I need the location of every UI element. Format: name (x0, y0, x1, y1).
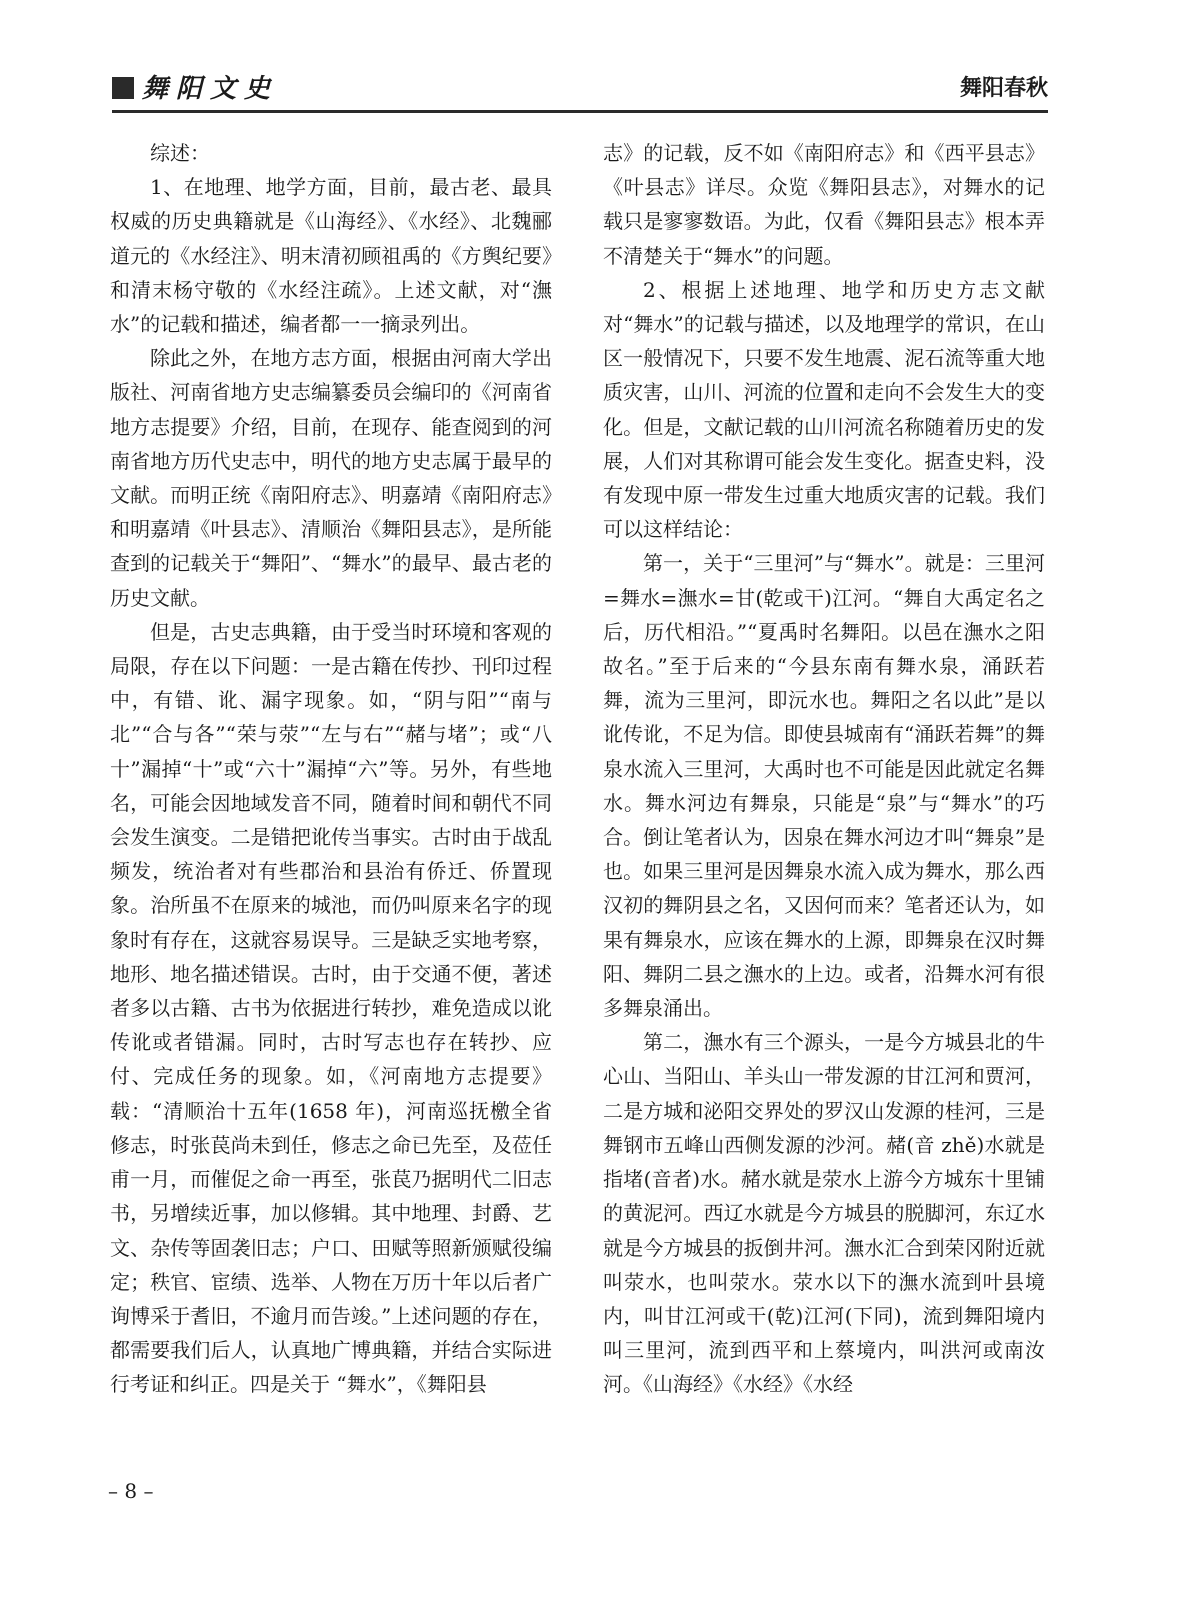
header-left-title: 舞阳文史 (142, 74, 279, 104)
right-paragraph: 2、根据上述地理、地学和历史方志文献对“舞水”的记载与描述，以及地理学的常识，在山区一般情况下，只要不发生地震、泥石流等重大地质灾害，山川、河流的位置和走向不会发生大的变化。但是，文献记载的山川河流名称随着历史的发展，人们对其称谓可能会发生变化。据查史料，没有发现中原一带发生过重大地质灾害的记载。我们可以这样结论： (603, 277, 1045, 542)
left-paragraph: 但是，古史志典籍，由于受当时环境和客观的局限，存在以下问题：一是古籍在传抄、刊印过程中，有错、讹、漏字现象。如，“阴与阳”“南与北”“合与各”“荣与荥”“左与右”“赭与堵”；或“八十”漏掉“十”或“六十”漏掉“六”等。另外，有些地名，可能会因地域发音不同，随着时间和朝代不同会发生演变。二是错把讹传当事实。古时由于战乱频发，统治者对有些郡治和县治有侨迁、侨置现象。治所虽不在原来的城池，而仍叫原来名字的现象时有存在，这就容易误导。三是缺乏实地考察，地形、地名描述错误。古时，由于交通不便，著述者多以古籍、古书为依据进行转抄，难免造成以讹传讹或者错漏。同时，古时写志也存在转抄、应付、完成任务的现象。如，《河南地方志提要》载：“清顺治十五年(1658 年)，河南巡抚檄全省修志，时张苠尚未到任，修志之命已先至，及莅任甫一月，而催促之命一再至，张苠乃据明代二旧志书，另增续近事，加以修辑。其中地理、封爵、艺文、杂传等固袭旧志；户口、田赋等照新颁赋役编定；秩官、宦绩、选举、人物在万历十年以后者广询博采于耆旧，不逾月而告竣。”上述问题的存在，都需要我们后人，认真地广博典籍，并结合实际进行考证和纠正。四是关于 “舞水”，《舞阳县 (110, 619, 552, 1397)
right-column (603, 136, 1045, 1402)
left-paragraph: 1、在地理、地学方面，目前，最古老、最具权威的历史典籍就是《山海经》、《水经》、北魏郦道元的《水经注》、明末清初顾祖禹的《方舆纪要》和清末杨守敬的《水经注疏》。上述文献，对“潕水”的记载和描述，编者都一一摘录列出。 (110, 175, 552, 337)
right-paragraph: 第一，关于“三里河”与“舞水”。就是：三里河=舞水=潕水=甘(乾或干)江河。“舞自大禹定名之后，历代相沿。”“夏禹时名舞阳。以邑在潕水之阳故名。”至于后来的“今县东南有舞水泉，涌跃若舞，流为三里河，即沅水也。舞阳之名以此”是以讹传讹，不足为信。即使县城南有“涌跃若舞”的舞泉水流入三里河，大禹时也不可能是因此就定名舞水。舞水河边有舞泉，只能是“泉”与“舞水”的巧合。倒让笔者认为，因泉在舞水河边才叫“舞泉”是也。如果三里河是因舞泉水流入成为舞水，那么西汉初的舞阴县之名，又因何而来？笔者还认为，如果有舞泉水，应该在舞水的上源，即舞泉在汉时舞阳、舞阴二县之潕水的上边。或者，沿舞水河有很多舞泉涌出。 (603, 551, 1045, 1021)
right-paragraph: 第二，潕水有三个源头，一是今方城县北的牛心山、当阳山、羊头山一带发源的甘江河和贾河，二是方城和泌阳交界处的罗汉山发源的桂河，三是舞钢市五峰山西侧发源的沙河。赭(音 zhě)水就是指堵(音者)水。赭水就是荥水上游今方城东十里铺的黄泥河。西辽水就是今方城县的脱脚河，东辽水就是今方城县的扳倒井河。潕水汇合到荣冈附近就叫荥水，也叫荥水。荥水以下的潕水流到叶县境内，叫甘江河或干(乾)江河(下同)，流到舞阳境内叫三里河，流到西平和上蔡境内，叫洪河或南汝河。《山海经》《水经》《水经 (603, 1030, 1045, 1397)
left-paragraph: 除此之外，在地方志方面，根据由河南大学出版社、河南省地方史志编纂委员会编印的《河南省地方志提要》介绍，目前，在现存、能查阅到的河南省地方历代史志中，明代的地方史志属于最早的文献。而明正统《南阳府志》、明嘉靖《南阳府志》和明嘉靖《叶县志》、清顺治《舞阳县志》，是所能查到的记载关于“舞阳”、“舞水”的最早、最古老的历史文献。 (110, 346, 552, 610)
header-rule (112, 110, 1048, 113)
left-column (110, 136, 552, 1402)
right-paragraph-continued: 志》的记载，反不如《南阳府志》和《西平县志》《叶县志》详尽。众览《舞阳县志》，对舞水的记载只是寥寥数语。为此，仅看《舞阳县志》根本弄不清楚关于“舞水”的问题。 (603, 141, 1045, 268)
page-number: – 8 – (108, 1479, 154, 1503)
left-heading: 综述： (150, 141, 210, 165)
page-header (112, 72, 1048, 106)
header-right-title: 舞阳春秋 (959, 76, 1048, 101)
header-square-icon (112, 77, 134, 99)
